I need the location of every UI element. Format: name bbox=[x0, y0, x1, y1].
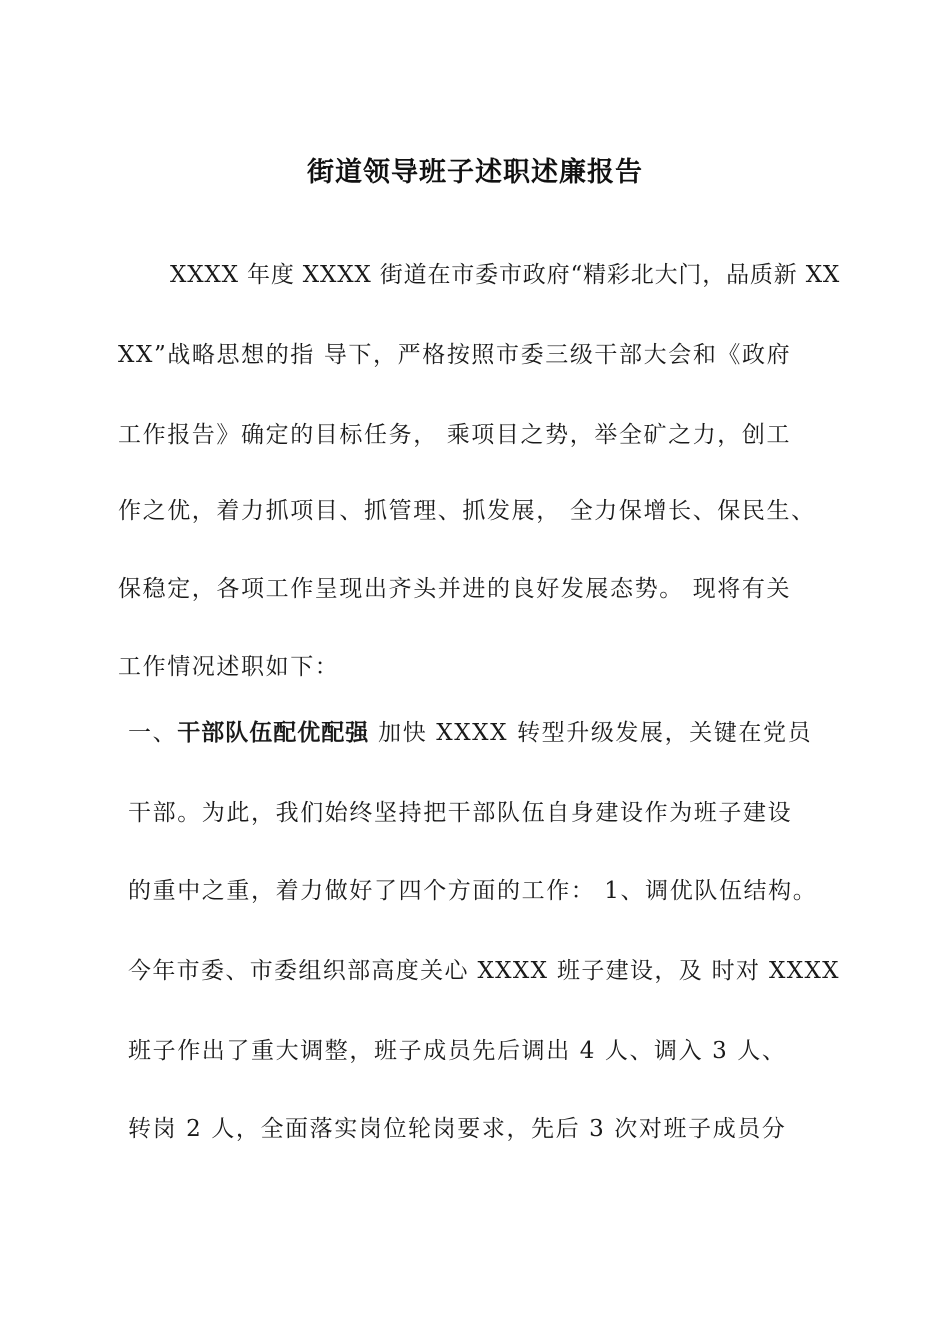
paragraph-line: XX”战略思想的指 导下，严格按照市委三级干部大会和《政府 bbox=[118, 342, 792, 368]
paragraph-line: 作之优，着力抓项目、抓管理、抓发展， 全力保增长、保民生、 bbox=[118, 498, 816, 524]
page-title: 街道领导班子述职述廉报告 bbox=[307, 157, 643, 188]
paragraph-line: 保稳定，各项工作呈现出齐头并进的良好发展态势。 现将有关 bbox=[118, 576, 792, 602]
paragraph-line: 转岗 2 人，全面落实岗位轮岗要求，先后 3 次对班子成员分 bbox=[128, 1116, 787, 1142]
section-number: 一、 bbox=[128, 720, 178, 746]
paragraph-line: XXXX 年度 XXXX 街道在市委市政府“精彩北大门，品质新 XX bbox=[170, 262, 841, 288]
section-heading: 干部队伍配优配强 bbox=[177, 720, 370, 746]
section-first-line-text: 加快 XXXX 转型升级发展，关键在党员 bbox=[369, 720, 813, 746]
paragraph-line: 干部。为此，我们始终坚持把干部队伍自身建设作为班子建设 bbox=[128, 800, 793, 826]
paragraph-line: 的重中之重，着力做好了四个方面的工作： 1、调优队伍结构。 bbox=[128, 878, 818, 904]
section-heading-line bbox=[128, 718, 812, 748]
paragraph-line: 今年市委、市委组织部高度关心 XXXX 班子建设，及 时对 XXXX bbox=[128, 958, 840, 984]
paragraph-line: 班子作出了重大调整，班子成员先后调出 4 人、调入 3 人、 bbox=[128, 1038, 787, 1064]
paragraph-line: 工作报告》确定的目标任务， 乘项目之势，举全矿之力，创工 bbox=[118, 422, 792, 448]
paragraph-line: 工作情况述职如下： bbox=[118, 654, 340, 680]
